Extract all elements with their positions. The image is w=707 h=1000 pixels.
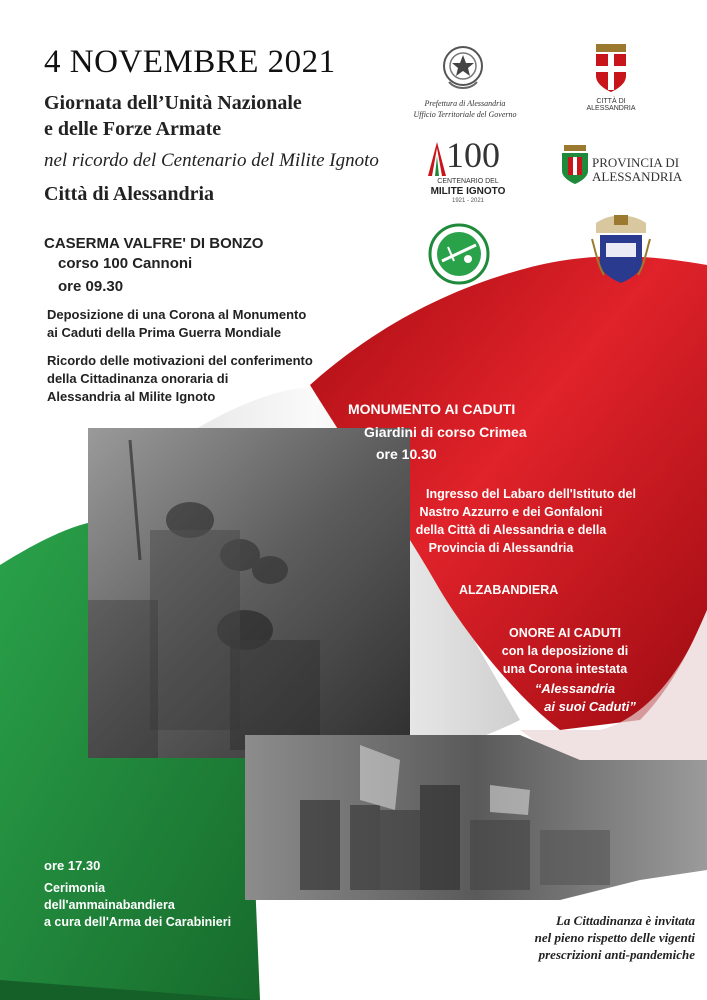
morning-street: corso 100 Cannoni	[58, 255, 193, 272]
carabinieri-crest-icon	[590, 213, 652, 285]
centenario-milite-ignoto-logo	[418, 136, 518, 206]
evening-line-3: a cura dell'Arma dei Carabinieri	[44, 915, 232, 929]
milite-years: 1921 - 2021	[451, 198, 485, 204]
citta-caption: CITTÀ DI ALESSANDRIA	[586, 98, 636, 112]
morning-event-2	[47, 352, 374, 406]
centenary-caption: nel ricordo del Centenario del Milite Ignoto	[44, 150, 379, 171]
italian-republic-emblem	[441, 44, 485, 92]
morning-event-1-line-1: Deposizione di una Corona al Monumento	[47, 307, 307, 322]
evening-time: ore 17.30	[44, 858, 101, 873]
arma-carabinieri-crest	[590, 213, 652, 285]
prefettura-caption	[410, 98, 520, 120]
monument-entry-line-2: Nastro Azzurro e dei Gonfaloni	[419, 505, 603, 519]
milite-number: 100	[446, 135, 500, 175]
monument-entry-line-4: Provincia di Alessandria	[428, 541, 574, 555]
provincia-line-2: ALESSANDRIA	[592, 169, 683, 184]
nastro-azzurro-badge	[428, 223, 490, 285]
subtitle-line-2: e delle Forze Armate	[44, 118, 222, 140]
alzabandiera: ALZABANDIERA	[459, 583, 559, 597]
morning-event-2-line-2: della Cittadinanza onoraria di	[47, 371, 229, 386]
milite-line-2: MILITE IGNOTO	[430, 186, 506, 197]
city-shield-icon	[590, 42, 632, 94]
nastro-azzurro-icon	[428, 223, 490, 285]
subtitle-line-1: Giornata dell’Unità Nazionale	[44, 92, 302, 114]
evening-ceremony	[44, 857, 284, 931]
tricolor-flame-icon	[426, 140, 448, 178]
honor-quote-line-2: ai suoi Caduti”	[544, 699, 636, 714]
morning-ceremony	[44, 234, 374, 406]
morning-event-1-line-2: ai Caduti della Prima Guerra Mondiale	[47, 325, 282, 340]
prefettura-line-2: Ufficio Territoriale del Governo	[413, 110, 517, 119]
honor-line-1: con la deposizione di	[501, 644, 629, 658]
honor-caduti	[460, 624, 670, 678]
honor-quote-line-1: “Alessandria	[534, 681, 616, 696]
milite-line-1: CENTENARIO DEL	[437, 178, 499, 185]
monument-place: Giardini di corso Crimea	[364, 424, 527, 440]
city-name: Città di Alessandria	[44, 183, 215, 205]
monument-title: MONUMENTO AI CADUTI	[348, 401, 516, 417]
invitation-line-3: prescrizioni anti-pandemiche	[538, 947, 695, 962]
invitation-line-2: nel pieno rispetto delle vigenti	[534, 930, 695, 945]
provincia-alessandria-logo	[560, 145, 683, 189]
subtitle	[44, 90, 302, 142]
citta-alessandria-crest	[590, 42, 632, 94]
honor-line-2: una Corona intestata	[502, 662, 628, 676]
morning-event-1	[47, 306, 374, 342]
monument-entry-line-3: della Città di Alessandria e della	[415, 523, 607, 537]
honor-quote	[480, 680, 670, 716]
prefettura-line-1: Prefettura di Alessandria	[424, 99, 506, 108]
morning-place: CASERMA VALFRE' DI BONZO	[44, 235, 264, 252]
morning-event-2-line-1: Ricordo delle motivazioni del conferimento	[47, 353, 313, 368]
morning-time: ore 09.30	[58, 278, 124, 295]
morning-event-2-line-3: Alessandria al Milite Ignoto	[47, 389, 216, 404]
date-title: 4 NOVEMBRE 2021	[44, 44, 336, 80]
provincia-shield-icon	[560, 145, 590, 185]
invitation	[395, 912, 695, 963]
monument-entry	[386, 485, 676, 557]
honor-title: ONORE AI CADUTI	[508, 626, 622, 640]
evening-line-2: dell'ammainabandiera	[44, 898, 175, 912]
monument-time: ore 10.30	[376, 446, 437, 462]
provincia-line-1: PROVINCIA DI	[592, 155, 680, 170]
evening-line-1: Cerimonia	[44, 881, 106, 895]
invitation-line-1: La Cittadinanza è invitata	[555, 913, 695, 928]
republic-star-icon	[441, 44, 485, 92]
monument-entry-line-1: Ingresso del Labaro dell'Istituto del	[426, 487, 636, 501]
